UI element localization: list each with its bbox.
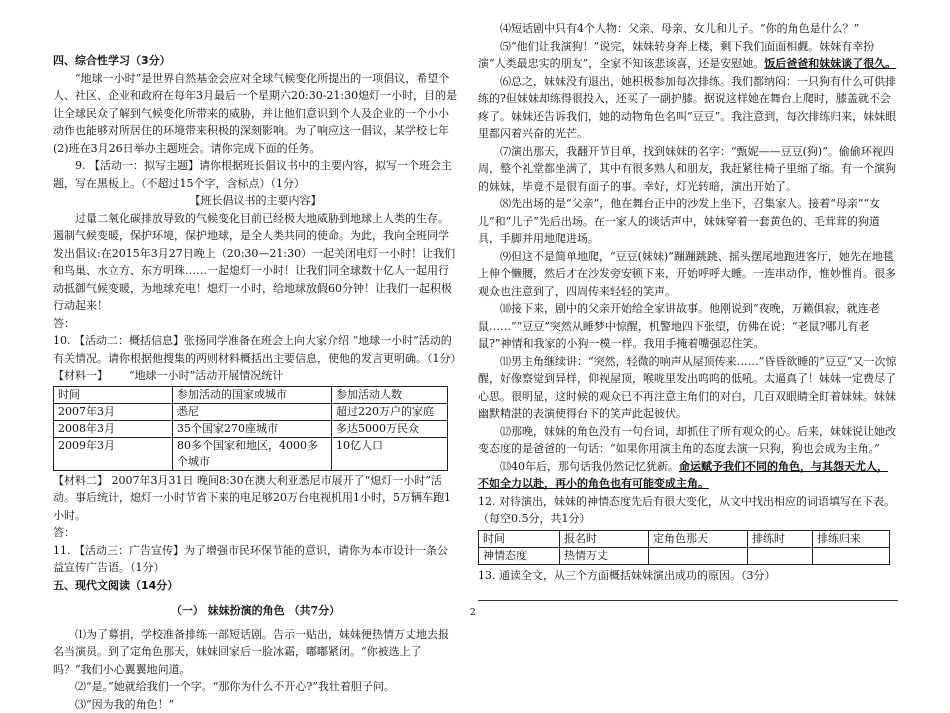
attitude-table — [478, 530, 890, 565]
table-header-cell: 排练时 — [748, 530, 813, 547]
table-header-cell: 参加活动人数 — [332, 386, 448, 403]
paragraph-12: ⑿那晚，妹妹的角色没有一句台词，却抓住了所有观众的心。后来，妹妹说让她改变态度的是爸爸的一句话：“如果你用演主角的态度去演一只狗，狗也会成为主角。” — [478, 423, 898, 458]
table-row — [54, 403, 448, 420]
table-cell: 神情态度 — [479, 547, 560, 564]
question-9: 9. 【活动一：拟写主题】请你根据班长倡议书中的主要内容，拟写一个班会主题，写在黑板上。（不超过15个字，含标点）（1分） — [53, 157, 458, 192]
table-header-cell: 排练归来 — [813, 530, 890, 547]
left-column — [53, 52, 458, 713]
question-10: 10. 【活动二：概括信息】张扬同学准备在班会上向大家介绍 “地球一小时”活动的有关情况。请你根据他搜集的两则材料概括出主要信息，使他的发言更明确。（1分） — [53, 332, 458, 367]
paragraph-3: ⑶“因为我的角色！” — [53, 696, 458, 713]
material-1-title: “地球一小时”活动开展情况统计 — [129, 369, 283, 382]
table-cell: 2008年3月 — [54, 420, 173, 437]
intro-paragraph: “地球一小时”是世界自然基金会应对全球气候变化所提出的一项倡议，希望个人、社区、企业和政府在每年3月最后一个星期六20:30-21:30熄灯一小时，目的是让全球民众了解到气候变化所带来的威胁，并让他们意识到个人及企业的一个小小动作也能够对所居住的环境带来积极的深刻影响。为了响应这一倡议，某学校七年(2)班在3月26日举办主题班会。请你完成下面的任务。 — [53, 70, 458, 158]
paragraph-8: ⑻先出场的是“父亲”，他在舞台正中的沙发上坐下，召集家人。接着“母亲”“女儿”和“儿子”先后出场。在一家人的谈话声中，妹妹穿着一套黄色的、毛茸茸的狗道具，手脚并用地爬进场。 — [478, 195, 898, 248]
table-row — [54, 437, 448, 470]
table-header-cell: 参加活动的国家或城市 — [173, 386, 332, 403]
material-1-label: 【材料一】 — [53, 369, 108, 382]
answer-label-10: 答： — [53, 524, 458, 542]
table-row — [479, 547, 890, 564]
table-cell: 2009年3月 — [54, 437, 173, 470]
material-1-heading — [53, 367, 458, 385]
answer-line[interactable] — [478, 586, 898, 601]
answer-cell[interactable] — [649, 547, 748, 564]
section-4-title: 四、综合性学习（3分） — [53, 52, 458, 70]
proposal-text: 过量二氧化碳排放导致的气候变化目前已经极大地威胁到地球上人类的生存。遏制气候变暖，保护环境，保护地球，是全人类共同的使命。为此，我向全班同学发出倡议:在2015年3月27日晚上（20:30—21:30）一起关闭电灯一小时！让我们和鸟巢、水立方、东方明珠……一起熄灯一小时！让我们同全球数十亿人一起用行动抵御气候变暖，为地球充电！熄灯一小时，给地球放假60分钟！让我们一起积极行动起来！ — [53, 210, 458, 315]
paragraph-10: ⑽接下来，剧中的父亲开始给全家讲故事。他刚说到“夜晚，万籁俱寂，就连老鼠……”“豆豆”突然从睡梦中惊醒，机警地四下张望，仿佛在说：“老鼠?哪儿有老鼠?”神情和我家的小狗一模一样。我用手掩着嘴强忍住笑。 — [478, 300, 898, 353]
table-header-cell: 时间 — [479, 530, 560, 547]
table-header-row — [479, 530, 890, 547]
table-cell: 10亿人口 — [332, 437, 448, 470]
proposal-title: 【班长倡议书的主要内容】 — [53, 192, 458, 210]
material-2: 【材料二】 2007年3月31日 晚间8:30在澳大利亚悉尼市展开了“熄灯一小时”活动。事后统计，熄灯一小时节省下来的电足够20万台电视机用1小时，5万辆车跑1小时。 — [53, 472, 458, 525]
section-5-title: 五、现代文阅读（14分） — [53, 577, 458, 595]
table-cell: 超过220万户的家庭 — [332, 403, 448, 420]
table-cell: 80多个国家和地区，4000多个城市 — [173, 437, 332, 470]
table-cell: 悉尼 — [173, 403, 332, 420]
table-header-cell: 时间 — [54, 386, 173, 403]
passage-title: （一） 妹妹扮演的角色 （共7分） — [53, 602, 458, 620]
table-cell: 多达5000万民众 — [332, 420, 448, 437]
table-header-cell: 定角色那天 — [649, 530, 748, 547]
table-row — [54, 420, 448, 437]
paragraph-4: ⑷短话剧中只有4个人物：父亲、母亲、女儿和儿子。“你的角色是什么？” — [478, 20, 898, 38]
paragraph-5 — [478, 38, 898, 73]
table-cell: 热情万丈 — [560, 547, 649, 564]
paragraph-9: ⑼但这不是简单地爬，“豆豆(妹妹)”蹦蹦跳跳、摇头摆尾地跑进客厅，她先在地毯上伸个懒腰，然后才在沙发旁安顿下来，开始呼呼大睡。一连串动作，惟妙惟肖。很多观众也注意到了，四周传来轻轻的笑声。 — [478, 248, 898, 301]
page-number: 2 — [470, 608, 476, 618]
paragraph-6: ⑹总之，妹妹没有退出，她积极参加每次排练。我们都纳闷：一只狗有什么可供排练的?但妹妹却练得很投入，还买了一副护膝。据说这样她在舞台上爬时，膝盖就不会疼了。妹妹还告诉我们，她的动物角色名叫“豆豆”。我注意到，每次排练归来，妹妹眼里都闪着兴奋的光芒。 — [478, 73, 898, 143]
table-header-cell: 报名时 — [560, 530, 649, 547]
table-header-row — [54, 386, 448, 403]
answer-label-9: 答： — [53, 315, 458, 333]
question-13: 13. 通读全文，从三个方面概括妹妹演出成功的原因。（3分） — [478, 567, 898, 585]
statistics-table — [53, 386, 448, 471]
paragraph-2: ⑵“是。”她就给我们一个字。“那你为什么不开心?”我壮着胆子问。 — [53, 678, 458, 696]
answer-cell[interactable] — [748, 547, 813, 564]
paragraph-5-text: ⑸“他们让我演狗！”说完，妹妹转身奔上楼，剩下我们面面相觑。妹妹有幸扮演“人类最忠实的朋友”，全家不知该悲该喜，还是安慰她。 — [478, 40, 874, 71]
right-column — [478, 20, 898, 603]
paragraph-7: ⑺演出那天，我翻开节目单，找到妹妹的名字：“甄妮——豆豆(狗)”。偷偷环视四周，整个礼堂都坐满了，其中有很多熟人和朋友，我赶紧往椅子里缩了缩。有一个演狗的妹妹，毕竟不是很有面子的事。幸好，灯光转暗，演出开始了。 — [478, 143, 898, 196]
paragraph-5-underlined: 饭后爸爸和妹妹谈了很久。 — [764, 57, 896, 70]
paragraph-11: ⑾男主角继续讲：“突然，轻微的响声从屋顶传来……”昏昏欲睡的“豆豆”又一次惊醒，好像察觉到异样，仰视屋顶，喉咙里发出呜呜的低吼。太逼真了！妹妹一定费尽了心思。很明显，这时候的观众已不再注意主角们的对白，几百双眼睛全盯着妹妹。妹妹幽默精湛的表演使得台下的笑声此起彼伏。 — [478, 353, 898, 423]
paragraph-13 — [478, 458, 898, 493]
table-cell: 35个国家270座城市 — [173, 420, 332, 437]
table-cell: 2007年3月 — [54, 403, 173, 420]
answer-cell[interactable] — [813, 547, 890, 564]
paragraph-13-underlined: 命运赋予我们不同的角色，与其怨天尤人，不如全力以赴，再小的角色也有可能变成主角。 — [478, 460, 888, 491]
paragraph-13-text: ⒀40年后，那句话我仍然记忆犹新。 — [500, 460, 679, 473]
paragraph-1: ⑴为了募捐，学校准备排练一部短话剧。告示一贴出，妹妹便热情万丈地去报名当演员。到了定角色那天，妹妹回家后一脸冰霜，嘟嘟紧闭。“你被选上了吗？”我们小心翼翼地问道。 — [53, 626, 458, 679]
question-12: 12. 对待演出，妹妹的神情态度先后有很大变化，从文中找出相应的词语填写在下表。（每空0.5分，共1分） — [478, 493, 898, 528]
question-11: 11. 【活动三：广告宣传】为了增强市民环保节能的意识，请你为本市设计一条公益宣传广告语。（1分） — [53, 542, 458, 577]
